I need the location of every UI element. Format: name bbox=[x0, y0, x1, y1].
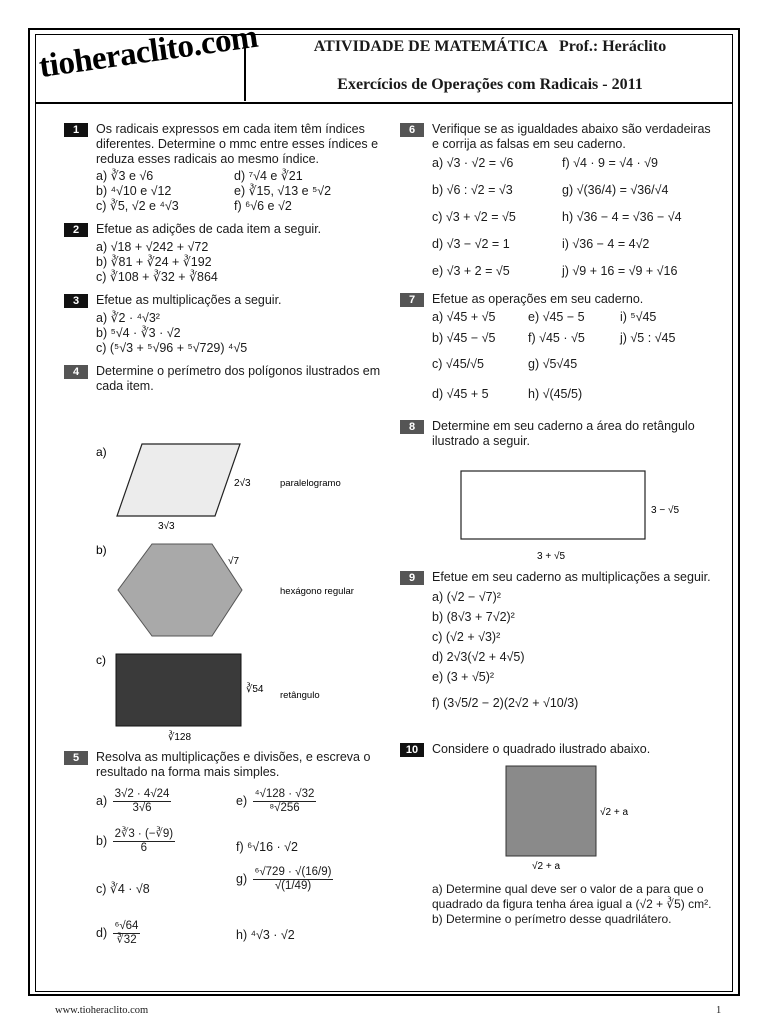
item: d) √3 − √2 = 1 bbox=[432, 237, 510, 251]
question-number: 1 bbox=[64, 123, 88, 137]
question-number: 6 bbox=[400, 123, 424, 137]
question-2 bbox=[64, 222, 384, 285]
item: a) Determine qual deve ser o valor de a para que o quadrado da figura tenha área igual a (√2 + ∛5) cm². bbox=[432, 882, 712, 911]
item: b) √6 : √2 = √3 bbox=[432, 183, 513, 197]
item: a) ∛3 e √6 bbox=[96, 169, 154, 183]
site-logo: tioheraclito.com bbox=[36, 18, 260, 86]
denominator: √(1/49) bbox=[274, 880, 312, 892]
left-column bbox=[64, 122, 384, 400]
hexagon bbox=[118, 544, 242, 636]
item: c) ∛108 + ∛32 + ∛864 bbox=[96, 270, 218, 284]
item-g bbox=[236, 866, 335, 893]
item: b) √45 − √5 bbox=[432, 331, 496, 345]
page-number: 1 bbox=[716, 1005, 722, 1016]
rectangle-side: 3 − √5 bbox=[651, 505, 680, 516]
numerator: 3√2 · 4√24 bbox=[114, 788, 170, 800]
rectangle bbox=[461, 471, 645, 539]
question-number: 5 bbox=[64, 751, 88, 765]
hexagon-name: hexágono regular bbox=[280, 586, 354, 597]
item: e) √3 + 2 = √5 bbox=[432, 264, 510, 278]
parallelogram bbox=[117, 444, 240, 516]
parallelogram-side: 2√3 bbox=[234, 478, 251, 489]
item: j) √9 + 16 = √9 + √16 bbox=[562, 264, 678, 278]
question-number: 8 bbox=[400, 420, 424, 434]
question-9 bbox=[400, 570, 716, 713]
logo-area bbox=[36, 18, 260, 101]
rectangle bbox=[116, 654, 241, 726]
numerator: ⁴√128 · √32 bbox=[254, 788, 315, 800]
item-h: h) ⁴√3 · √2 bbox=[236, 928, 295, 942]
item: a) √3 · √2 = √6 bbox=[432, 156, 514, 170]
item: e) √45 − 5 bbox=[528, 310, 585, 324]
question-number: 3 bbox=[64, 294, 88, 308]
rectangle-side: ∛54 bbox=[246, 684, 264, 695]
right-column bbox=[400, 122, 716, 455]
q4-figures bbox=[90, 440, 390, 750]
q10-figure bbox=[500, 763, 660, 878]
question-4 bbox=[64, 364, 384, 394]
item: d) √45 + 5 bbox=[432, 387, 489, 401]
item: a) (√2 − √7)² bbox=[432, 590, 501, 604]
item-a bbox=[96, 788, 173, 815]
question-text: Efetue as operações em seu caderno. bbox=[432, 292, 644, 306]
item: c) (√2 + √3)² bbox=[432, 630, 501, 644]
square-base: √2 + a bbox=[532, 861, 561, 872]
item-label: a) bbox=[96, 793, 108, 808]
question-text: Determine em seu caderno a área do retângulo ilustrado a seguir. bbox=[432, 419, 695, 448]
item: a) √18 + √242 + √72 bbox=[96, 240, 209, 254]
item: f) (3√5/2 − 2)(2√2 + √10/3) bbox=[432, 696, 579, 710]
item: h) √36 − 4 = √36 − √4 bbox=[562, 210, 682, 224]
item: e) (3 + √5)² bbox=[432, 670, 495, 684]
page-title: ATIVIDADE DE MATEMÁTICA Prof.: Heráclito bbox=[313, 38, 667, 55]
item: i) √36 − 4 = 4√2 bbox=[562, 237, 650, 251]
question-7 bbox=[400, 292, 716, 413]
item-label: e) bbox=[236, 793, 248, 808]
item: b) Determine o perímetro desse quadrilátero. bbox=[432, 912, 672, 926]
question-10 bbox=[400, 742, 716, 757]
question-text: Efetue em seu caderno as multiplicações a seguir. bbox=[432, 570, 711, 584]
item: d) 2√3(√2 + 4√5) bbox=[432, 650, 525, 664]
footer-url[interactable]: www.tioheraclito.com bbox=[55, 1005, 149, 1016]
question-text: Efetue as multiplicações a seguir. bbox=[96, 293, 282, 307]
question-1 bbox=[64, 122, 384, 214]
item: d) ⁷√4 e ∛21 bbox=[234, 169, 303, 183]
item: f) √45 · √5 bbox=[528, 331, 585, 345]
parallelogram-base: 3√3 bbox=[158, 521, 175, 532]
square-side: √2 + a bbox=[600, 807, 629, 818]
q8-figure bbox=[455, 468, 695, 564]
parallelogram-name: paralelogramo bbox=[280, 478, 341, 489]
hexagon-side: √7 bbox=[228, 556, 240, 567]
page-subtitle: Exercícios de Operações com Radicais - 2011 bbox=[337, 76, 643, 93]
question-3 bbox=[64, 293, 384, 356]
item: b) ⁵√4 · ∛3 · √2 bbox=[96, 326, 181, 340]
item-c: c) ∛4 · √8 bbox=[96, 882, 150, 896]
item: e) ∛15, √13 e ⁵√2 bbox=[234, 184, 332, 198]
item: f) √4 · 9 = √4 · √9 bbox=[562, 156, 658, 170]
numerator: ⁶√729 · √(16/9) bbox=[254, 866, 332, 878]
question-text: Considere o quadrado ilustrado abaixo. bbox=[432, 742, 651, 756]
denominator: 6 bbox=[140, 842, 148, 854]
numerator: ⁶√64 bbox=[114, 920, 139, 932]
question-5 bbox=[64, 750, 384, 974]
numerator: 2∛3 · (−∛9) bbox=[114, 828, 174, 840]
question-text: Resolva as multiplicações e divisões, e escreva o resultado na forma mais simples. bbox=[96, 750, 371, 779]
item-e bbox=[236, 788, 318, 815]
item-c-label: c) bbox=[96, 653, 106, 667]
question-10-items bbox=[432, 882, 718, 927]
question-number: 2 bbox=[64, 223, 88, 237]
item-f: f) ⁶√16 · √2 bbox=[236, 840, 298, 854]
item: c) √3 + √2 = √5 bbox=[432, 210, 516, 224]
question-number: 4 bbox=[64, 365, 88, 379]
item: a) √45 + √5 bbox=[432, 310, 496, 324]
question-number: 10 bbox=[400, 743, 424, 757]
question-text: Determine o perímetro dos polígonos ilustrados em cada item. bbox=[96, 364, 381, 393]
item: g) √(36/4) = √36/√4 bbox=[562, 183, 669, 197]
question-number: 9 bbox=[400, 571, 424, 585]
denominator: 3√6 bbox=[132, 802, 152, 814]
item-label: b) bbox=[96, 833, 108, 848]
item: j) √5 : √45 bbox=[620, 331, 676, 345]
item: c) ∛5, √2 e ⁴√3 bbox=[96, 199, 179, 213]
item: c) √45/√5 bbox=[432, 357, 484, 371]
rectangle-base: 3 + √5 bbox=[537, 551, 566, 562]
item: c) (⁵√3 + ⁵√96 + ⁵√729) ⁴√5 bbox=[96, 341, 248, 355]
item-a-label: a) bbox=[96, 445, 107, 459]
item-b-label: b) bbox=[96, 543, 107, 557]
item-label: g) bbox=[236, 871, 248, 886]
question-text: Os radicais expressos em cada item têm índices diferentes. Determine o mmc entre esses índices e reduza esses radicais ao mesmo índice. bbox=[96, 122, 379, 166]
square bbox=[506, 766, 596, 856]
item: b) ⁴√10 e √12 bbox=[96, 184, 172, 198]
denominator: ∛32 bbox=[116, 934, 137, 946]
item: g) √5√45 bbox=[528, 357, 578, 371]
question-text: Verifique se as igualdades abaixo são verdadeiras e corrija as falsas em seu caderno. bbox=[432, 122, 711, 151]
question-number: 7 bbox=[400, 293, 424, 307]
question-6 bbox=[400, 122, 716, 286]
header-divider bbox=[35, 102, 733, 104]
item: h) √(45/5) bbox=[528, 387, 583, 401]
item: a) ∛2 · ⁴√3² bbox=[96, 311, 160, 325]
item: f) ⁶√6 e √2 bbox=[234, 199, 292, 213]
denominator: ⁸√256 bbox=[269, 802, 300, 814]
item-b bbox=[96, 828, 177, 855]
rectangle-name: retângulo bbox=[280, 690, 320, 701]
item-label: d) bbox=[96, 925, 108, 940]
question-8 bbox=[400, 419, 716, 449]
item-d bbox=[96, 920, 142, 947]
item: b) ∛81 + ∛24 + ∛192 bbox=[96, 255, 212, 269]
item: i) ⁵√45 bbox=[620, 310, 657, 324]
rectangle-base: ∛128 bbox=[168, 732, 192, 743]
item: b) (8√3 + 7√2)² bbox=[432, 610, 515, 624]
question-text: Efetue as adições de cada item a seguir. bbox=[96, 222, 322, 236]
